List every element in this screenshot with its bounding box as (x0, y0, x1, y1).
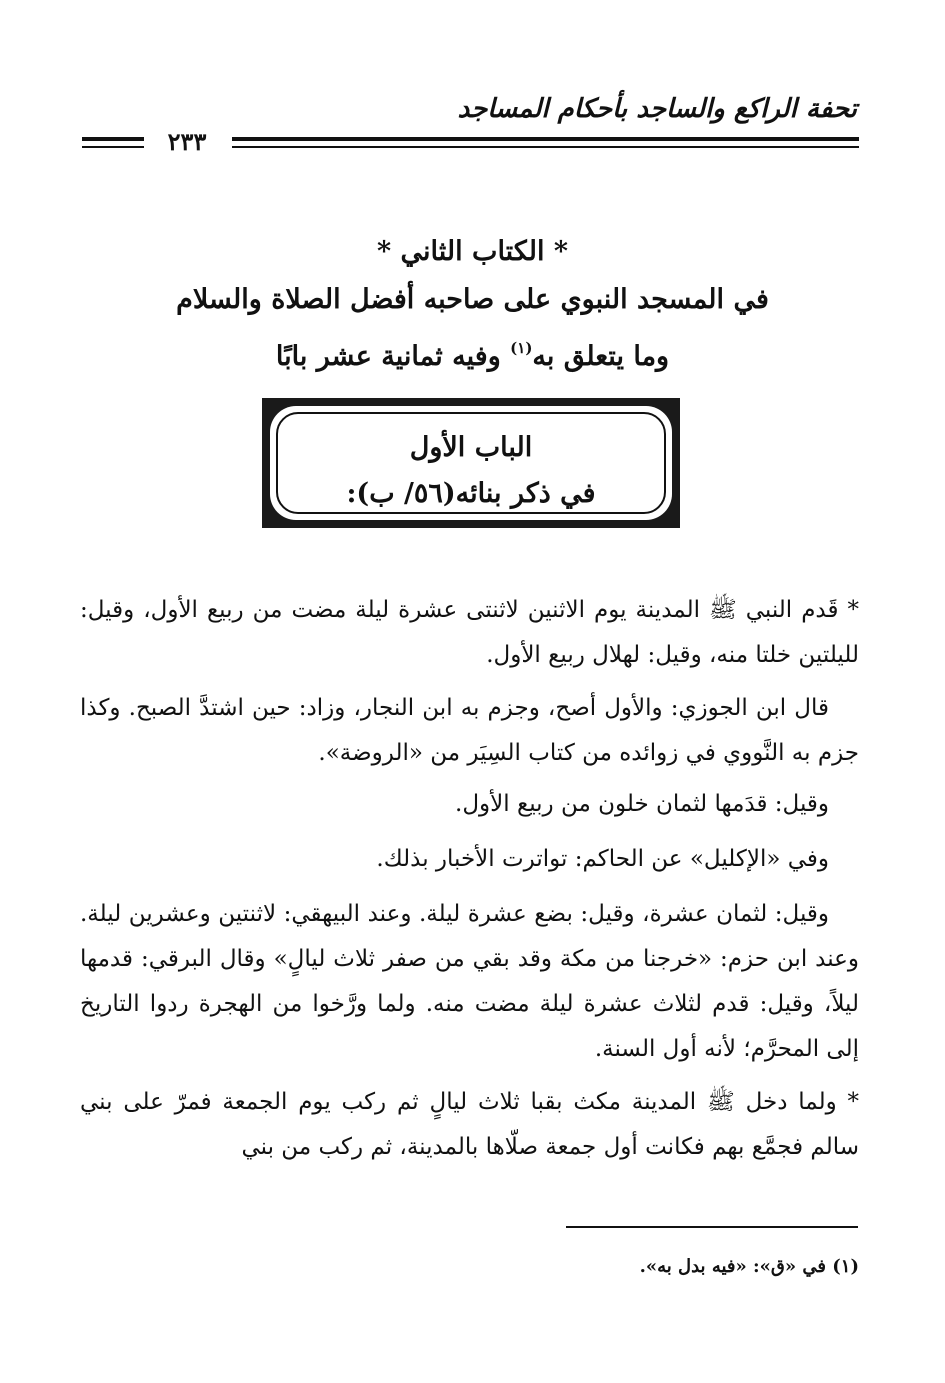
footnote: (١) في «ق»: «فيه بدل به». (639, 1256, 859, 1277)
paragraph: وقيل: قدَمها لثمان خلون من ربيع الأول. (455, 791, 829, 817)
chapter-title-frame (262, 398, 680, 528)
body-text (80, 588, 859, 1170)
chapter-title: الباب الأول (409, 432, 533, 463)
chapter-subtitle: في ذكر بنائه(٥٦/ ب): (346, 478, 596, 509)
book-heading-line3 (120, 324, 825, 381)
book-heading-line3-start: وما يتعلق به (532, 341, 670, 372)
header-rule-right (232, 137, 859, 149)
book-heading-line3-end: وفيه ثمانية عشر بابًا (275, 341, 511, 372)
paragraph: وقيل: لثمان عشرة، وقيل: بضع عشرة ليلة. وعند البيهقي: لاثنتين وعشرين ليلة. وعند ابن حزم: «خرجنا من مكة وقد بقي من صفر ثلاث ليالٍ» وقال البرقي: قدمها ليلاً، وقيل: قدم لثلاث عشرة ليلة مضت منه. ولما ورَّخوا من الهجرة ردوا التاريخ إلى المحرَّم؛ لأنه أول السنة. (80, 901, 859, 1062)
header-rule-left (82, 137, 144, 149)
page-number: ٢٣٣ (167, 127, 207, 156)
footnote-reference[interactable]: (١) (510, 339, 533, 357)
footnote-separator (566, 1226, 858, 1228)
book-heading (120, 228, 825, 381)
paragraph: وفي «الإكليل» عن الحاكم: تواترت الأخبار بذلك. (376, 846, 829, 872)
running-title: تحفة الراكع والساجد بأحكام المساجد (457, 94, 857, 124)
book-heading-line2: في المسجد النبوي على صاحبه أفضل الصلاة والسلام (176, 284, 769, 315)
paragraph: * ولما دخل ﷺ المدينة مكث بقبا ثلاث ليالٍ ثم ركب يوم الجمعة فمرّ على بني سالم فجمَّع بهم فكانت أول جمعة صلّاها بالمدينة، ثم ركب من بني (80, 1089, 859, 1160)
paragraph: قال ابن الجوزي: والأول أصح، وجزم به ابن النجار، وزاد: حين اشتدَّ الصبح. وكذا جزم به النَّووي في زوائده من كتاب السِيَر من «الروضة». (80, 695, 859, 766)
book-heading-line1: * الكتاب الثاني * (377, 236, 568, 267)
paragraph: * قَدم النبي ﷺ المدينة يوم الاثنين لاثنتى عشرة ليلة مضت من ربيع الأول، وقيل: لليلتين خلتا منه، وقيل: لهلال ربيع الأول. (80, 597, 859, 668)
